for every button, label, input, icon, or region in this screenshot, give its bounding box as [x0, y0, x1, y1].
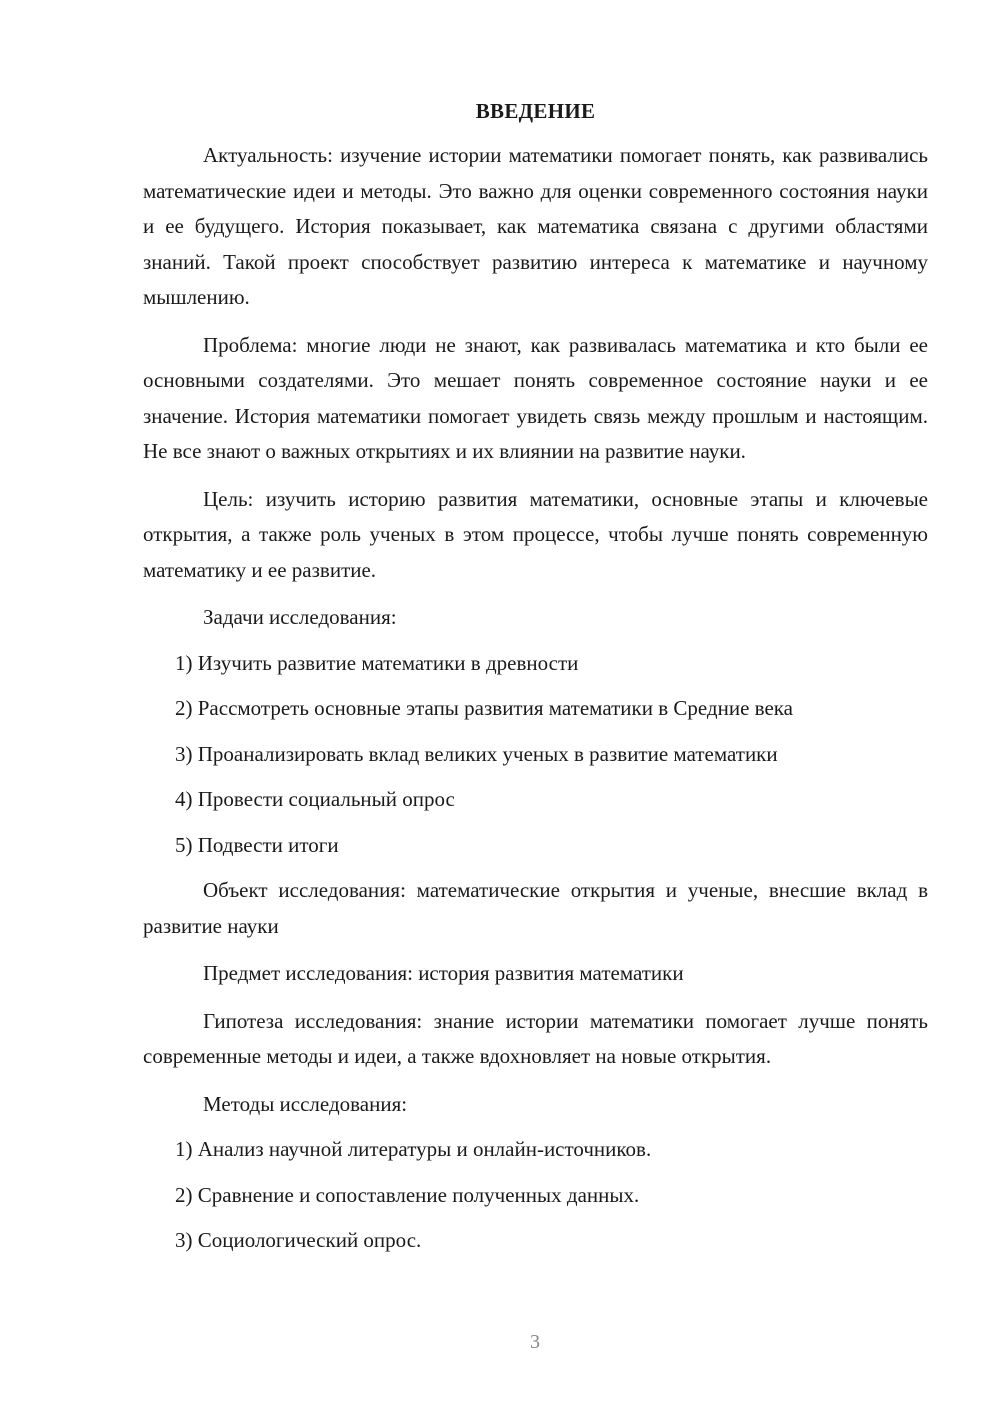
list-item: 3) Социологический опрос.	[175, 1228, 422, 1252]
list-item: 4) Провести социальный опрос	[175, 787, 455, 811]
list-item: 5) Подвести итоги	[175, 832, 339, 857]
subject-paragraph: Предмет исследования: история развития математики	[203, 961, 684, 985]
relevance-paragraph: Актуальность: изучение истории математики помогает понять, как развивались математические идеи и методы. Это важно для оценки современного состояния науки и ее будущего. История показывает, как математика связана с другими областями знаний. Такой проект способствует развитию интереса к математике и научному мышлению.	[143, 143, 928, 309]
goal-paragraph: Цель: изучить историю развития математики, основные этапы и ключевые открытия, а также роль ученых в этом процессе, чтобы лучше понять современную математику и ее развитие.	[143, 486, 928, 582]
methods-heading: Методы исследования:	[203, 1091, 408, 1116]
list-item: 1) Изучить развитие математики в древности	[175, 650, 579, 675]
hypothesis-paragraph: Гипотеза исследования: знание истории математики помогает лучше понять современные методы и идеи, а также вдохновляет на новые открытия.	[143, 1008, 928, 1068]
problem-paragraph: Проблема: многие люди не знают, как развивалась математика и кто были ее основными создателями. Это мешает понять современное состояние науки и ее значение. История математики помогает увидеть связь между прошлым и настоящим. Не все знают о важных открытиях и их влиянии на развитие науки.	[143, 332, 928, 463]
tasks-heading: Задачи исследования:	[203, 605, 397, 629]
list-item: 1) Анализ научной литературы и онлайн-источников.	[175, 1137, 652, 1161]
tasks-list	[143, 646, 928, 864]
list-item: 3) Проанализировать вклад великих ученых в развитие математики	[175, 741, 778, 766]
page-content	[143, 96, 928, 1269]
section-title: ВВЕДЕНИЕ	[475, 99, 596, 123]
methods-list	[143, 1132, 928, 1259]
list-item: 2) Рассмотреть основные этапы развития математики в Средние века	[175, 696, 793, 720]
object-paragraph: Объект исследования: математические открытия и ученые, внесшие вклад в развитие науки	[143, 878, 928, 938]
list-item: 2) Сравнение и сопоставление полученных данных.	[175, 1182, 640, 1207]
page-number: 3	[530, 1331, 540, 1353]
